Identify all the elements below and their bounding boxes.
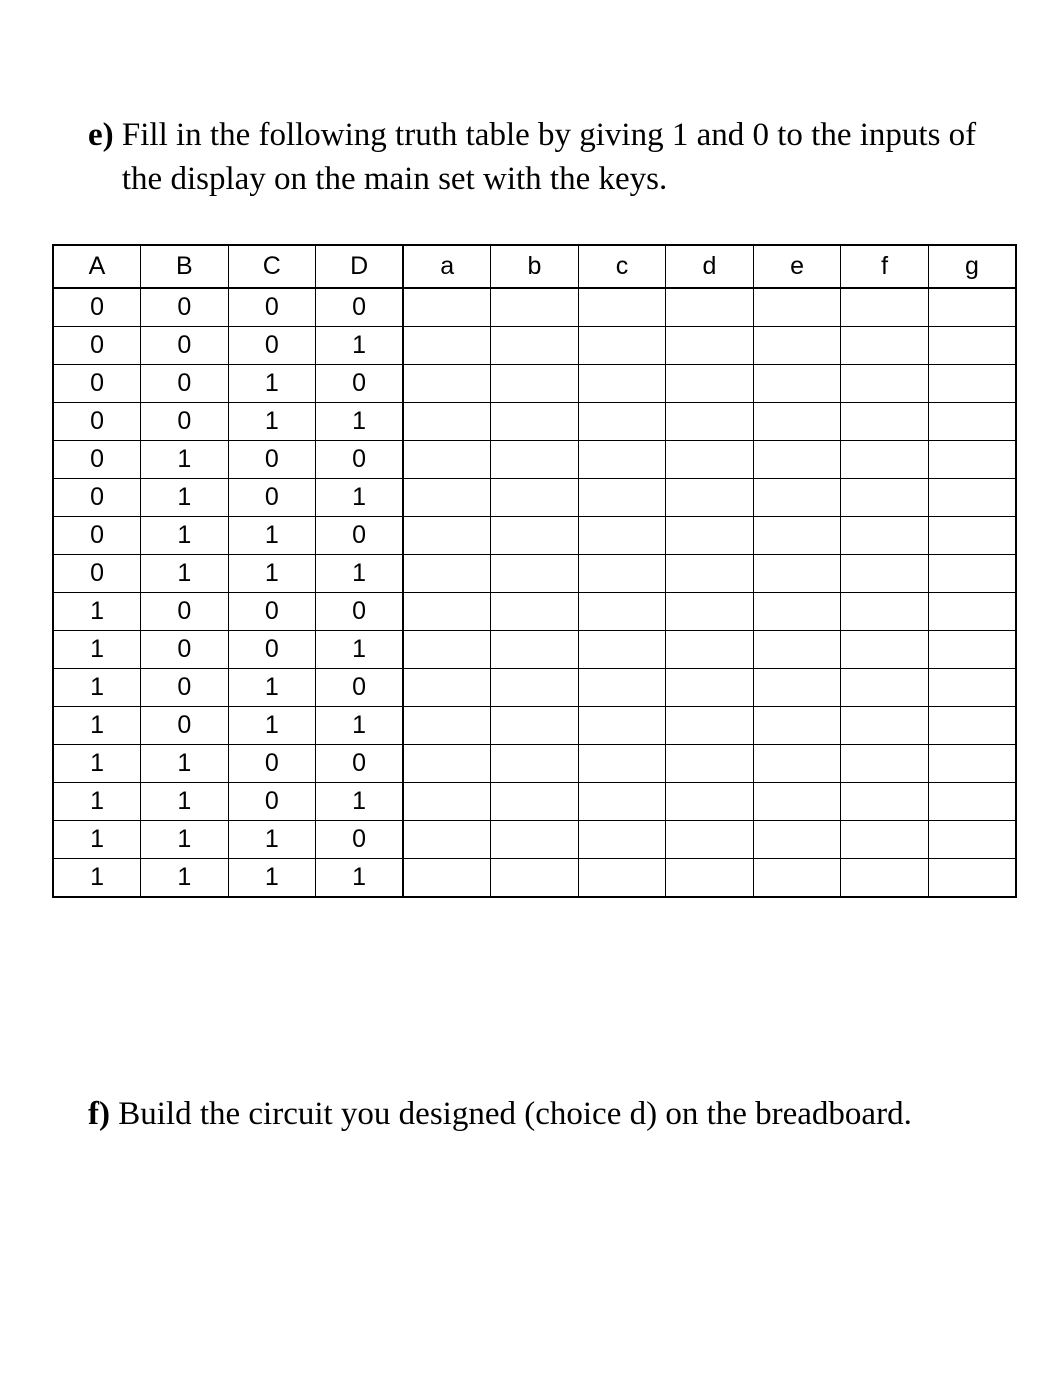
input-cell-B: 0 <box>141 631 229 669</box>
output-cell-f[interactable] <box>841 745 929 783</box>
output-cell-f[interactable] <box>841 517 929 555</box>
output-cell-b[interactable] <box>491 288 579 327</box>
output-cell-a[interactable] <box>403 859 491 898</box>
column-header-c: c <box>578 245 666 288</box>
output-cell-a[interactable] <box>403 821 491 859</box>
input-cell-C: 0 <box>228 327 316 365</box>
column-header-d: d <box>666 245 754 288</box>
input-cell-B: 1 <box>141 441 229 479</box>
output-cell-f[interactable] <box>841 555 929 593</box>
output-cell-g[interactable] <box>928 859 1016 898</box>
output-cell-b[interactable] <box>491 403 579 441</box>
input-cell-A: 1 <box>53 783 141 821</box>
table-row <box>53 707 1016 745</box>
output-cell-g[interactable] <box>928 327 1016 365</box>
output-cell-c[interactable] <box>578 403 666 441</box>
output-cell-b[interactable] <box>491 859 579 898</box>
output-cell-d[interactable] <box>666 593 754 631</box>
output-cell-d[interactable] <box>666 669 754 707</box>
output-cell-c[interactable] <box>578 288 666 327</box>
table-row <box>53 327 1016 365</box>
table-row <box>53 441 1016 479</box>
input-cell-C: 1 <box>228 517 316 555</box>
output-cell-g[interactable] <box>928 669 1016 707</box>
output-cell-b[interactable] <box>491 631 579 669</box>
output-cell-g[interactable] <box>928 441 1016 479</box>
output-cell-f[interactable] <box>841 288 929 327</box>
column-header-e: e <box>753 245 841 288</box>
table-row <box>53 745 1016 783</box>
output-cell-c[interactable] <box>578 327 666 365</box>
column-header-A: A <box>53 245 141 288</box>
input-cell-C: 0 <box>228 479 316 517</box>
output-cell-c[interactable] <box>578 783 666 821</box>
output-cell-b[interactable] <box>491 517 579 555</box>
input-cell-A: 0 <box>53 403 141 441</box>
input-cell-D: 0 <box>316 593 404 631</box>
input-cell-A: 0 <box>53 327 141 365</box>
output-cell-e[interactable] <box>753 821 841 859</box>
output-cell-f[interactable] <box>841 783 929 821</box>
output-cell-c[interactable] <box>578 745 666 783</box>
input-cell-B: 0 <box>141 288 229 327</box>
table-row <box>53 365 1016 403</box>
column-header-g: g <box>928 245 1016 288</box>
output-cell-b[interactable] <box>491 745 579 783</box>
table-row <box>53 593 1016 631</box>
input-cell-D: 1 <box>316 707 404 745</box>
question-e-letter: e) <box>88 117 114 153</box>
table-row <box>53 517 1016 555</box>
input-cell-B: 0 <box>141 327 229 365</box>
input-cell-C: 1 <box>228 365 316 403</box>
output-cell-g[interactable] <box>928 593 1016 631</box>
output-cell-a[interactable] <box>403 631 491 669</box>
output-cell-c[interactable] <box>578 707 666 745</box>
input-cell-D: 1 <box>316 403 404 441</box>
truth-table-header-row <box>53 245 1016 288</box>
output-cell-e[interactable] <box>753 593 841 631</box>
input-cell-B: 0 <box>141 669 229 707</box>
output-cell-a[interactable] <box>403 783 491 821</box>
output-cell-d[interactable] <box>666 821 754 859</box>
input-cell-A: 0 <box>53 517 141 555</box>
input-cell-C: 1 <box>228 821 316 859</box>
output-cell-g[interactable] <box>928 517 1016 555</box>
output-cell-e[interactable] <box>753 631 841 669</box>
input-cell-A: 0 <box>53 555 141 593</box>
output-cell-e[interactable] <box>753 441 841 479</box>
output-cell-g[interactable] <box>928 707 1016 745</box>
input-cell-A: 1 <box>53 859 141 898</box>
input-cell-D: 0 <box>316 821 404 859</box>
output-cell-e[interactable] <box>753 669 841 707</box>
input-cell-B: 0 <box>141 593 229 631</box>
output-cell-a[interactable] <box>403 403 491 441</box>
output-cell-a[interactable] <box>403 707 491 745</box>
input-cell-B: 0 <box>141 403 229 441</box>
output-cell-f[interactable] <box>841 631 929 669</box>
output-cell-d[interactable] <box>666 631 754 669</box>
input-cell-A: 1 <box>53 669 141 707</box>
output-cell-g[interactable] <box>928 821 1016 859</box>
table-row <box>53 403 1016 441</box>
output-cell-c[interactable] <box>578 365 666 403</box>
input-cell-C: 0 <box>228 631 316 669</box>
output-cell-b[interactable] <box>491 441 579 479</box>
output-cell-d[interactable] <box>666 479 754 517</box>
output-cell-f[interactable] <box>841 365 929 403</box>
output-cell-d[interactable] <box>666 517 754 555</box>
input-cell-B: 1 <box>141 555 229 593</box>
input-cell-B: 1 <box>141 745 229 783</box>
question-f-text: Build the circuit you designed (choice d) on the breadboard. <box>118 1096 912 1132</box>
output-cell-b[interactable] <box>491 593 579 631</box>
input-cell-D: 1 <box>316 631 404 669</box>
output-cell-a[interactable] <box>403 593 491 631</box>
output-cell-d[interactable] <box>666 555 754 593</box>
output-cell-c[interactable] <box>578 821 666 859</box>
column-header-C: C <box>228 245 316 288</box>
output-cell-e[interactable] <box>753 517 841 555</box>
table-row <box>53 555 1016 593</box>
question-e <box>88 113 988 201</box>
input-cell-D: 0 <box>316 669 404 707</box>
input-cell-D: 1 <box>316 783 404 821</box>
output-cell-d[interactable] <box>666 365 754 403</box>
output-cell-b[interactable] <box>491 479 579 517</box>
output-cell-e[interactable] <box>753 707 841 745</box>
input-cell-D: 1 <box>316 859 404 898</box>
table-row <box>53 631 1016 669</box>
output-cell-b[interactable] <box>491 555 579 593</box>
output-cell-c[interactable] <box>578 669 666 707</box>
output-cell-a[interactable] <box>403 745 491 783</box>
input-cell-A: 1 <box>53 631 141 669</box>
output-cell-e[interactable] <box>753 859 841 898</box>
table-row <box>53 288 1016 327</box>
output-cell-c[interactable] <box>578 517 666 555</box>
output-cell-c[interactable] <box>578 859 666 898</box>
input-cell-B: 1 <box>141 783 229 821</box>
output-cell-f[interactable] <box>841 669 929 707</box>
input-cell-A: 0 <box>53 365 141 403</box>
output-cell-g[interactable] <box>928 403 1016 441</box>
column-header-b: b <box>491 245 579 288</box>
question-f-letter: f) <box>88 1096 110 1132</box>
input-cell-C: 1 <box>228 555 316 593</box>
input-cell-B: 1 <box>141 517 229 555</box>
input-cell-B: 0 <box>141 707 229 745</box>
column-header-B: B <box>141 245 229 288</box>
output-cell-a[interactable] <box>403 555 491 593</box>
input-cell-B: 1 <box>141 821 229 859</box>
output-cell-f[interactable] <box>841 859 929 898</box>
output-cell-g[interactable] <box>928 479 1016 517</box>
output-cell-c[interactable] <box>578 555 666 593</box>
output-cell-a[interactable] <box>403 479 491 517</box>
column-header-a: a <box>403 245 491 288</box>
input-cell-A: 1 <box>53 821 141 859</box>
output-cell-c[interactable] <box>578 593 666 631</box>
input-cell-D: 1 <box>316 479 404 517</box>
output-cell-e[interactable] <box>753 783 841 821</box>
input-cell-C: 1 <box>228 707 316 745</box>
output-cell-e[interactable] <box>753 555 841 593</box>
input-cell-A: 1 <box>53 745 141 783</box>
input-cell-D: 0 <box>316 745 404 783</box>
output-cell-d[interactable] <box>666 403 754 441</box>
output-cell-d[interactable] <box>666 707 754 745</box>
input-cell-D: 0 <box>316 441 404 479</box>
truth-table <box>52 244 1017 898</box>
output-cell-b[interactable] <box>491 707 579 745</box>
input-cell-A: 0 <box>53 288 141 327</box>
output-cell-e[interactable] <box>753 403 841 441</box>
output-cell-g[interactable] <box>928 555 1016 593</box>
table-row <box>53 821 1016 859</box>
input-cell-D: 0 <box>316 517 404 555</box>
output-cell-g[interactable] <box>928 365 1016 403</box>
output-cell-e[interactable] <box>753 365 841 403</box>
output-cell-d[interactable] <box>666 745 754 783</box>
output-cell-b[interactable] <box>491 783 579 821</box>
output-cell-f[interactable] <box>841 593 929 631</box>
input-cell-C: 0 <box>228 441 316 479</box>
output-cell-a[interactable] <box>403 441 491 479</box>
output-cell-c[interactable] <box>578 441 666 479</box>
input-cell-A: 0 <box>53 441 141 479</box>
question-e-text: Fill in the following truth table by giving 1 and 0 to the inputs of the display on the main set with the keys. <box>121 117 977 197</box>
output-cell-f[interactable] <box>841 441 929 479</box>
output-cell-a[interactable] <box>403 327 491 365</box>
output-cell-a[interactable] <box>403 669 491 707</box>
output-cell-d[interactable] <box>666 783 754 821</box>
output-cell-b[interactable] <box>491 365 579 403</box>
output-cell-c[interactable] <box>578 479 666 517</box>
input-cell-C: 1 <box>228 859 316 898</box>
column-header-f: f <box>841 245 929 288</box>
question-f <box>88 1092 1008 1136</box>
input-cell-C: 1 <box>228 669 316 707</box>
output-cell-a[interactable] <box>403 365 491 403</box>
output-cell-f[interactable] <box>841 821 929 859</box>
input-cell-D: 0 <box>316 365 404 403</box>
output-cell-g[interactable] <box>928 631 1016 669</box>
input-cell-D: 1 <box>316 327 404 365</box>
output-cell-e[interactable] <box>753 327 841 365</box>
output-cell-c[interactable] <box>578 631 666 669</box>
output-cell-e[interactable] <box>753 745 841 783</box>
output-cell-f[interactable] <box>841 403 929 441</box>
output-cell-d[interactable] <box>666 288 754 327</box>
output-cell-b[interactable] <box>491 669 579 707</box>
truth-table-body <box>53 288 1016 897</box>
output-cell-f[interactable] <box>841 327 929 365</box>
input-cell-C: 0 <box>228 288 316 327</box>
output-cell-f[interactable] <box>841 479 929 517</box>
table-row <box>53 669 1016 707</box>
output-cell-d[interactable] <box>666 441 754 479</box>
input-cell-C: 1 <box>228 403 316 441</box>
output-cell-a[interactable] <box>403 517 491 555</box>
input-cell-C: 0 <box>228 745 316 783</box>
input-cell-B: 0 <box>141 365 229 403</box>
input-cell-A: 0 <box>53 479 141 517</box>
output-cell-d[interactable] <box>666 859 754 898</box>
output-cell-a[interactable] <box>403 288 491 327</box>
input-cell-C: 0 <box>228 593 316 631</box>
output-cell-e[interactable] <box>753 288 841 327</box>
column-header-D: D <box>316 245 404 288</box>
input-cell-C: 0 <box>228 783 316 821</box>
output-cell-f[interactable] <box>841 707 929 745</box>
input-cell-B: 1 <box>141 479 229 517</box>
input-cell-B: 1 <box>141 859 229 898</box>
output-cell-b[interactable] <box>491 821 579 859</box>
table-row <box>53 479 1016 517</box>
input-cell-D: 0 <box>316 288 404 327</box>
output-cell-e[interactable] <box>753 479 841 517</box>
output-cell-b[interactable] <box>491 327 579 365</box>
input-cell-D: 1 <box>316 555 404 593</box>
output-cell-g[interactable] <box>928 745 1016 783</box>
table-row <box>53 783 1016 821</box>
input-cell-A: 1 <box>53 593 141 631</box>
table-row <box>53 859 1016 898</box>
output-cell-d[interactable] <box>666 327 754 365</box>
output-cell-g[interactable] <box>928 288 1016 327</box>
input-cell-A: 1 <box>53 707 141 745</box>
output-cell-g[interactable] <box>928 783 1016 821</box>
